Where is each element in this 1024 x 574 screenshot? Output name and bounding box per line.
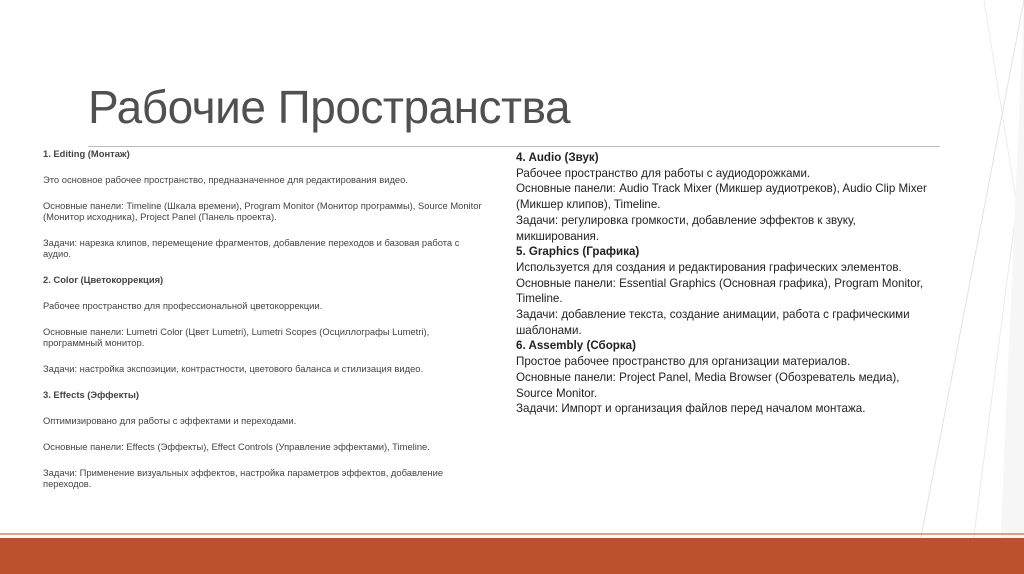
section-line: Основные панели: Audio Track Mixer (Микшер аудиотреков), Audio Clip Mixer (Микшер клипов), Timeline.	[516, 182, 927, 212]
section-line: Задачи: добавление текста, создание анимации, работа с графическими шаблонами.	[516, 308, 910, 337]
section-paragraph: Оптимизировано для работы с эффектами и переходами.	[43, 415, 297, 426]
section-heading: 1. Editing (Монтаж)	[43, 148, 130, 159]
footer-band	[0, 538, 1024, 574]
section-paragraph: Задачи: настройка экспозиции, контрастности, цветового баланса и стилизация видео.	[43, 363, 424, 374]
section-paragraph: Основные панели: Timeline (Шкала времени), Program Monitor (Монитор программы), Source Monitor (Монитор исходника), Project Panel (Панель проекта).	[43, 200, 482, 222]
section-paragraph: Основные панели: Lumetri Color (Цвет Lumetri), Lumetri Scopes (Осциллографы Lumetri), программный монитор.	[43, 326, 430, 348]
footer-accent-line	[0, 533, 1024, 535]
section-editing	[43, 148, 488, 259]
left-column	[43, 148, 488, 504]
section-color	[43, 274, 488, 374]
section-line: Задачи: регулировка громкости, добавление эффектов к звуку, микширования.	[516, 213, 856, 243]
section-heading: 5. Graphics (Графика)	[516, 245, 640, 259]
section-audio	[516, 150, 936, 244]
section-paragraph: Задачи: нарезка клипов, перемещение фрагментов, добавление переходов и базовая работа с аудио.	[43, 237, 460, 259]
page-title: Рабочие Пространства	[88, 81, 571, 133]
section-paragraph: Основные панели: Effects (Эффекты), Effect Controls (Управление эффектами), Timeline.	[43, 441, 430, 452]
section-paragraph: Это основное рабочее пространство, предназначенное для редактирования видео.	[43, 174, 408, 185]
section-heading: 6. Assembly (Сборка)	[516, 339, 636, 353]
section-paragraph: Рабочее пространство для профессиональной цветокоррекции.	[43, 300, 323, 311]
section-line: Рабочее пространство для работы с аудиодорожками.	[516, 166, 811, 180]
title-divider	[88, 146, 940, 147]
section-line: Задачи: Импорт и организация файлов перед началом монтажа.	[516, 402, 866, 416]
section-heading: 4. Audio (Звук)	[516, 151, 599, 164]
section-heading: 3. Effects (Эффекты)	[43, 389, 139, 400]
section-assembly	[516, 338, 936, 417]
section-line: Простое рабочее пространство для организации материалов.	[516, 355, 851, 369]
section-heading: 2. Color (Цветокоррекция)	[43, 274, 164, 285]
right-column	[516, 150, 936, 417]
section-effects	[43, 389, 488, 489]
section-line: Основные панели: Project Panel, Media Browser (Обозреватель медиа), Source Monitor.	[516, 370, 900, 400]
section-line: Основные панели: Essential Graphics (Основная графика), Program Monitor, Timeline.	[516, 276, 924, 306]
section-graphics	[516, 244, 936, 338]
section-line: Используется для создания и редактирования графических элементов.	[516, 260, 902, 274]
section-paragraph: Задачи: Применение визуальных эффектов, настройка параметров эффектов, добавление переходов.	[43, 467, 444, 489]
